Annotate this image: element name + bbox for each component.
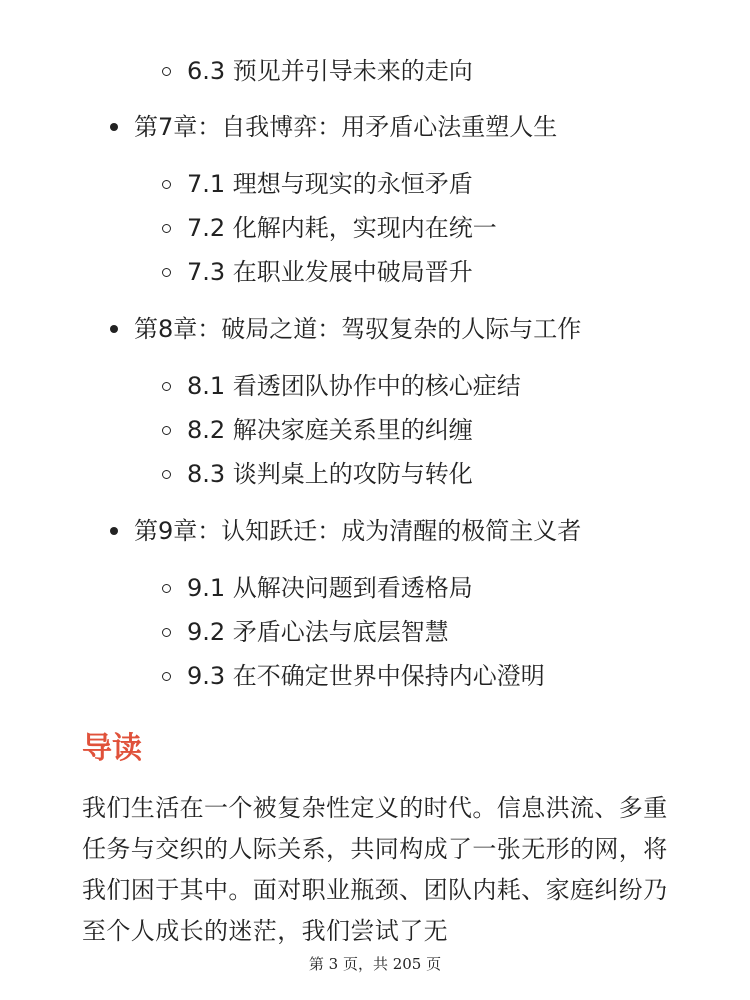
toc-item-label: 8.3 谈判桌上的攻防与转化 (187, 460, 473, 488)
toc-item-label: 9.2 矛盾心法与底层智慧 (187, 618, 449, 646)
toc-item-label: 8.1 看透团队协作中的核心症结 (187, 372, 521, 400)
toc-item-label: 第9章：认知跃迁：成为清醒的极简主义者 (134, 517, 582, 545)
hollow-bullet-icon (162, 470, 171, 479)
toc-section-7-1[interactable] (162, 167, 473, 201)
toc-section-6-3[interactable] (162, 54, 473, 88)
toc-item-label: 9.3 在不确定世界中保持内心澄明 (187, 662, 545, 690)
hollow-bullet-icon (162, 67, 171, 76)
intro-heading: 导读 (82, 731, 142, 766)
toc-chapter-9[interactable] (110, 514, 581, 548)
toc-item-label: 6.3 预见并引导未来的走向 (187, 57, 473, 85)
intro-paragraph: 我们生活在一个被复杂性定义的时代。信息洪流、多重任务与交织的人际关系，共同构成了一张无形的网，将我们困于其中。面对职业瓶颈、团队内耗、家庭纠纷乃至个人成长的迷茫，我们尝试了无 (82, 794, 668, 945)
filled-bullet-icon (110, 325, 118, 333)
toc-item-label: 第8章：破局之道：驾驭复杂的人际与工作 (134, 315, 582, 343)
toc-chapter-7[interactable] (110, 110, 557, 144)
toc-item-label: 7.2 化解内耗，实现内在统一 (187, 214, 497, 242)
filled-bullet-icon (110, 123, 118, 131)
toc-section-8-1[interactable] (162, 369, 521, 403)
hollow-bullet-icon (162, 268, 171, 277)
toc-section-8-2[interactable] (162, 413, 473, 447)
toc-section-9-1[interactable] (162, 571, 473, 605)
hollow-bullet-icon (162, 584, 171, 593)
toc-section-8-3[interactable] (162, 457, 473, 491)
hollow-bullet-icon (162, 426, 171, 435)
toc-section-7-3[interactable] (162, 255, 473, 289)
filled-bullet-icon (110, 527, 118, 535)
toc-item-label: 7.3 在职业发展中破局晋升 (187, 258, 473, 286)
toc-section-7-2[interactable] (162, 211, 497, 245)
toc-item-label: 9.1 从解决问题到看透格局 (187, 574, 473, 602)
toc-item-label: 7.1 理想与现实的永恒矛盾 (187, 170, 473, 198)
hollow-bullet-icon (162, 672, 171, 681)
page-number-footer: 第 3 页，共 205 页 (308, 955, 442, 973)
hollow-bullet-icon (162, 180, 171, 189)
toc-section-9-2[interactable] (162, 615, 449, 649)
toc-item-label: 8.2 解决家庭关系里的纠缠 (187, 416, 473, 444)
hollow-bullet-icon (162, 382, 171, 391)
hollow-bullet-icon (162, 628, 171, 637)
toc-chapter-8[interactable] (110, 312, 581, 346)
toc-item-label: 第7章：自我博弈：用矛盾心法重塑人生 (134, 113, 558, 141)
hollow-bullet-icon (162, 224, 171, 233)
toc-section-9-3[interactable] (162, 659, 545, 693)
